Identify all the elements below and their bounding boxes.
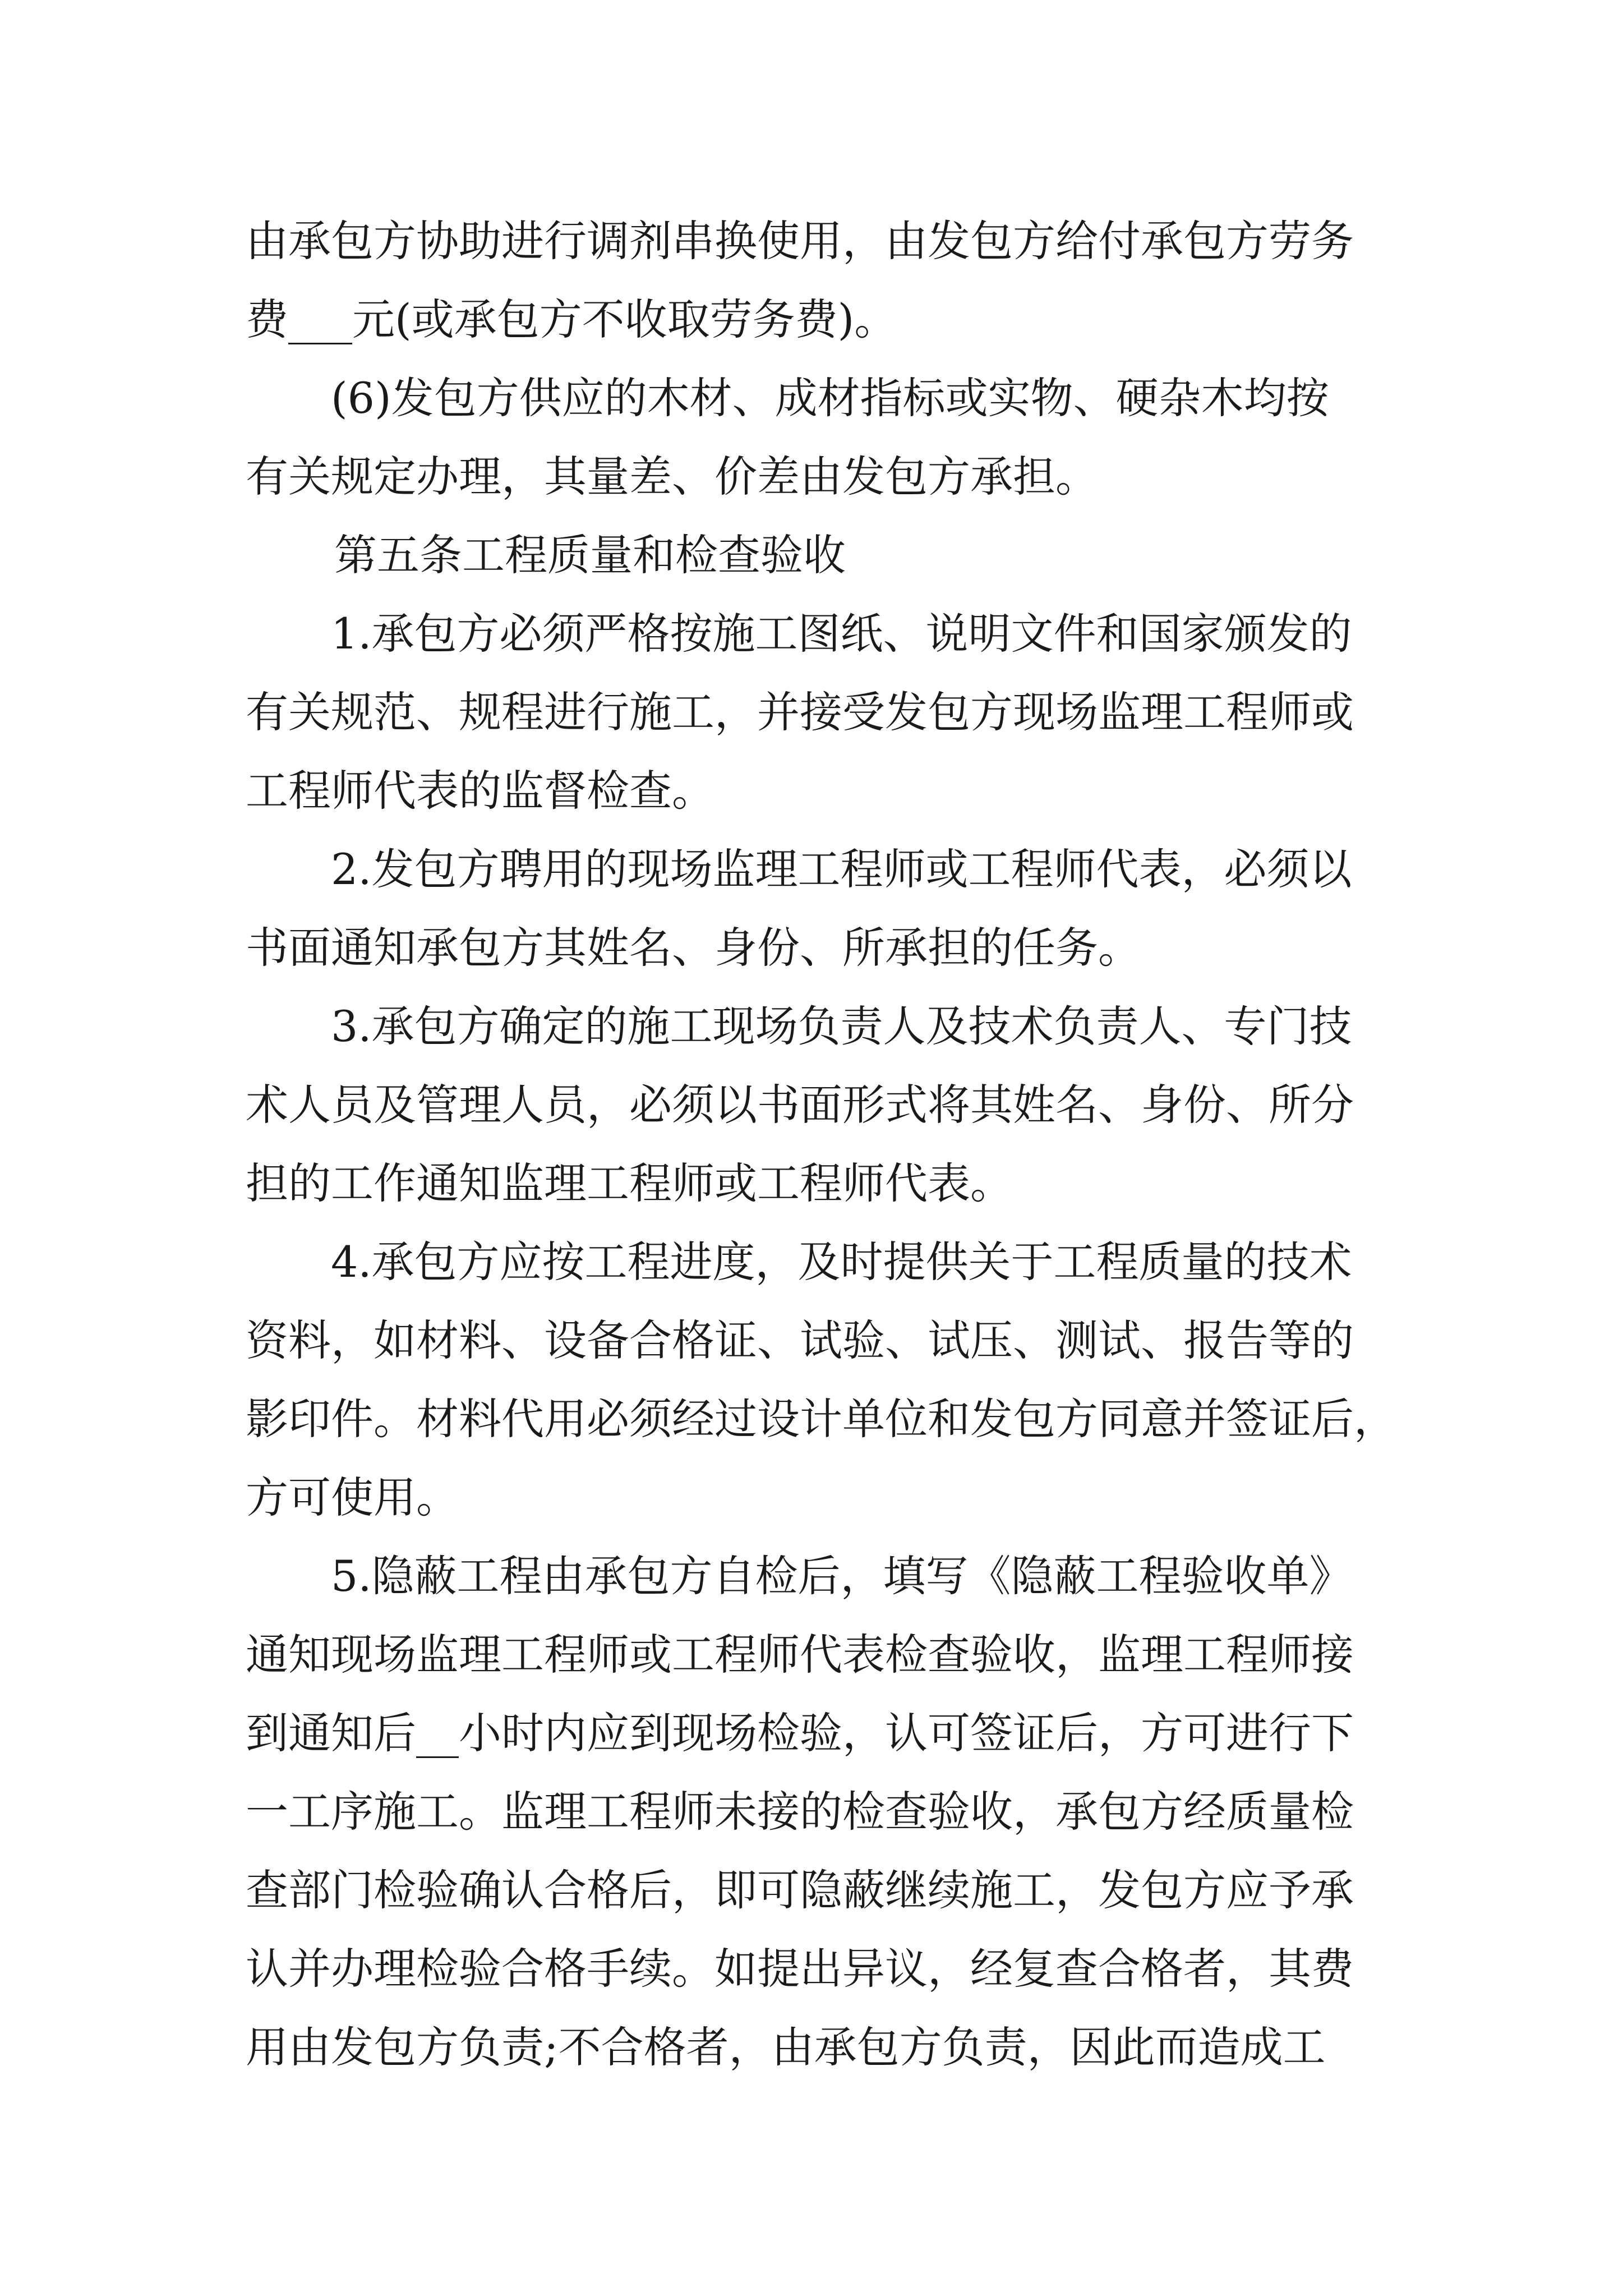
text-line: 影印件。材料代用必须经过设计单位和发包方同意并签证后， bbox=[246, 1394, 1396, 1444]
text-line: 费___元(或承包方不收取劳务费)。 bbox=[246, 295, 897, 344]
text-line: 2.发包方聘用的现场监理工程师或工程师代表，必须以 bbox=[331, 844, 1352, 894]
text-line: 4.承包方应按工程进度，及时提供关于工程质量的技术 bbox=[331, 1237, 1352, 1287]
text-line: 5.隐蔽工程由承包方自检后，填写《隐蔽工程验收单》 bbox=[331, 1551, 1352, 1601]
text-line: 3.承包方确定的施工现场负责人及技术负责人、专门技 bbox=[331, 1001, 1352, 1051]
text-line: 通知现场监理工程师或工程师代表检查验收，监理工程师接 bbox=[246, 1630, 1354, 1680]
text-line: 用由发包方负责;不合格者，由承包方负责，因此而造成工 bbox=[246, 2022, 1326, 2072]
text-line: 书面通知承包方其姓名、身份、所承担的任务。 bbox=[246, 923, 1141, 973]
section-heading: 第五条工程质量和检查验收 bbox=[334, 530, 846, 580]
text-line: 一工序施工。监理工程师未接的检查验收，承包方经质量检 bbox=[246, 1787, 1354, 1837]
text-line: 到通知后__小时内应到现场检验，认可签证后，方可进行下 bbox=[246, 1708, 1354, 1758]
text-line: (6)发包方供应的木材、成材指标或实物、硬杂木均按 bbox=[331, 373, 1329, 423]
text-line: 工程师代表的监督检查。 bbox=[246, 766, 714, 816]
text-line: 术人员及管理人员，必须以书面形式将其姓名、身份、所分 bbox=[246, 1080, 1354, 1130]
text-line: 方可使用。 bbox=[246, 1473, 459, 1522]
text-line: 由承包方协助进行调剂串换使用，由发包方给付承包方劳务 bbox=[246, 216, 1354, 266]
text-line: 资料，如材料、设备合格证、试验、试压、测试、报告等的 bbox=[246, 1315, 1354, 1365]
text-line: 查部门检验确认合格后，即可隐蔽继续施工，发包方应予承 bbox=[246, 1865, 1354, 1915]
text-line: 有关规定办理，其量差、价差由发包方承担。 bbox=[246, 452, 1098, 501]
text-line: 有关规范、规程进行施工，并接受发包方现场监理工程师或 bbox=[246, 687, 1354, 737]
text-line: 担的工作通知监理工程师或工程师代表。 bbox=[246, 1158, 1013, 1208]
text-line: 1.承包方必须严格按施工图纸、说明文件和国家颁发的 bbox=[331, 609, 1352, 659]
text-line: 认并办理检验合格手续。如提出异议，经复查合格者，其费 bbox=[246, 1944, 1354, 1994]
